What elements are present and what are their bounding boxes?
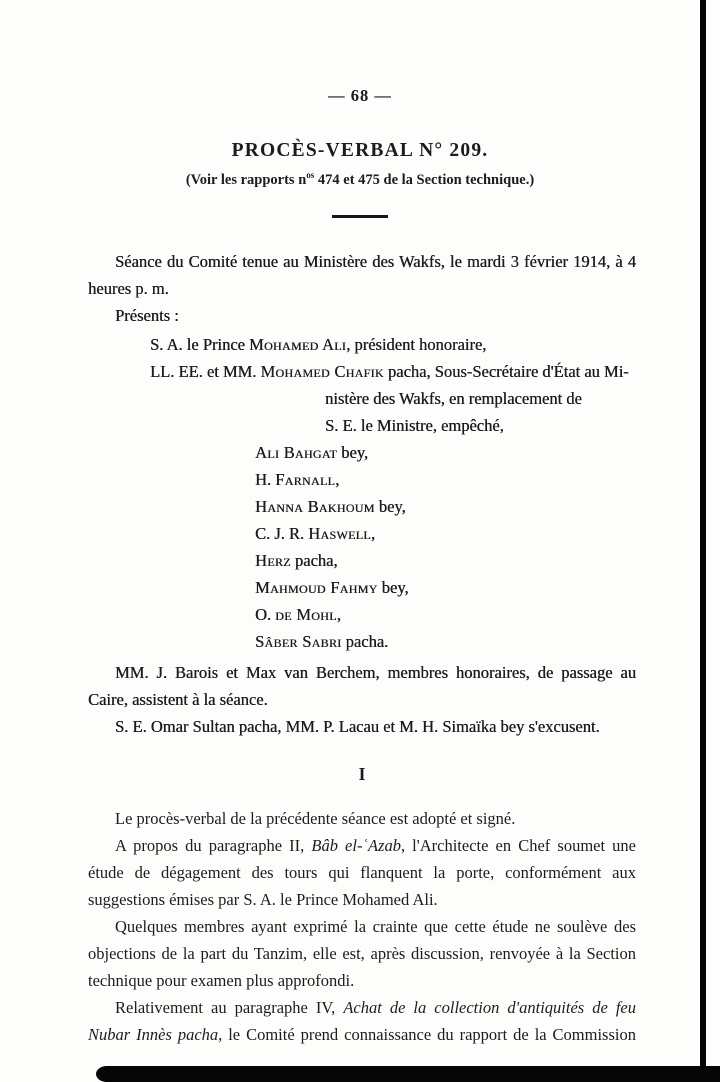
document-subtitle: [0, 172, 720, 189]
section-divider-rule: [332, 215, 388, 218]
attendee-line: [88, 358, 636, 385]
attendee-line: [88, 520, 636, 547]
smallcaps-name: de Mohl: [275, 605, 337, 624]
smallcaps-name: Haswell: [308, 524, 371, 543]
intro-paragraph: Séance du Comité tenue au Ministère des Wakfs, le mardi 3 février 1914, à 4 heures p. m.: [88, 252, 636, 298]
attendee-line: [88, 493, 636, 520]
text-segment: , président honoraire,: [346, 335, 487, 354]
text-segment: bey,: [374, 497, 406, 516]
attendee-line-continuation: [88, 385, 636, 412]
smallcaps-name: Mahmoud Fahmy: [255, 578, 378, 597]
minutes-paragraph: [88, 994, 636, 1048]
attendee-line: [88, 628, 636, 655]
minutes-paragraph: [88, 832, 636, 913]
document-body: [88, 248, 636, 1048]
text-segment: ,: [336, 605, 341, 624]
minutes-paragraph: [88, 913, 636, 994]
section-heading-numeral: I: [358, 764, 366, 784]
text-segment: 474 et 475 de la Section technique.): [314, 172, 535, 188]
text-segment: MM. J. Barois et Max van Berchem, membres honoraires, de passage au Caire, assistent à la séance.: [88, 663, 636, 709]
text-segment: A propos du paragraphe II,: [115, 836, 312, 855]
text-segment: nistère des Wakfs, en remplacement de: [325, 389, 582, 408]
text-segment: LL. EE. et MM.: [150, 362, 261, 381]
presents-label: Présents :: [115, 306, 179, 325]
text-segment: pacha, Sous-Secrétaire d'État au Mi-: [383, 362, 629, 381]
text-segment: Le procès-verbal de la précédente séance est adopté et signé.: [115, 809, 516, 828]
text-segment: pacha,: [290, 551, 338, 570]
smallcaps-name: Ali Bahgat: [255, 443, 338, 462]
text-segment: S. A. le Prince: [150, 335, 249, 354]
smallcaps-name: Farnall: [275, 470, 336, 489]
attendee-line: [88, 601, 636, 628]
attendee-line: [88, 574, 636, 601]
honorary-paragraph: [88, 659, 636, 713]
text-segment: ,: [335, 470, 340, 489]
text-segment: Relativement au paragraphe IV,: [115, 998, 344, 1017]
attendee-line: [88, 466, 636, 493]
text-segment: ,: [370, 524, 375, 543]
text-segment: O.: [255, 605, 276, 624]
smallcaps-name: Mohamed Chafik: [260, 362, 384, 381]
minutes-paragraph: [88, 805, 636, 832]
smallcaps-name: Mohamed Ali: [249, 335, 347, 354]
text-segment: , l'Architecte en Chef soumet une étude de dégagement des tours qui flanquent la porte, conformément aux suggestions émises par S. A. le Prince Mohamed Ali.: [88, 836, 637, 909]
text-segment: S. E. Omar Sultan pacha, MM. P. Lacau et M. H. Simaïka bey s'excusent.: [115, 717, 600, 736]
text-segment: H.: [255, 470, 276, 489]
text-segment: bey,: [377, 578, 409, 597]
attendee-line: [88, 439, 636, 466]
text-segment: , le Comité prend connaissance du rapport de la Commission: [218, 1025, 636, 1044]
attendee-line-continuation: [88, 412, 636, 439]
page-number: — 68 —: [328, 86, 392, 105]
text-segment: os: [306, 170, 315, 181]
text-segment: (Voir les rapports n: [185, 172, 307, 188]
text-segment: S. E. le Ministre, empêché,: [325, 416, 504, 435]
smallcaps-name: Sâber Sabri: [255, 632, 342, 651]
text-segment: bey,: [337, 443, 369, 462]
smallcaps-name: Herz: [255, 551, 291, 570]
text-segment: Quelques membres ayant exprimé la crainte que cette étude ne soulève des objections de la part du Tanzim, elle est, après discussion, renvoyée à la Section technique pour examen plus approfondi.: [88, 917, 636, 990]
attendees-list: [88, 331, 636, 655]
scan-artifact-bottom-edge: [96, 1066, 720, 1082]
italic-text: Achat de la collection d'antiquités de feu Nubar Innès pacha: [88, 998, 636, 1044]
attendee-line: [88, 331, 636, 358]
text-segment: C. J. R.: [255, 524, 309, 543]
honorary-section: [88, 659, 636, 740]
minutes-section: [88, 805, 636, 1048]
attendee-line: [88, 547, 636, 574]
scan-artifact-right-edge: [700, 0, 706, 1082]
smallcaps-name: Hanna Bakhoum: [255, 497, 375, 516]
document-title: PROCÈS-VERBAL N° 209.: [231, 140, 489, 161]
italic-text: Bâb el-ʿAzab: [311, 836, 401, 855]
excused-paragraph: [88, 713, 636, 740]
text-segment: pacha.: [341, 632, 389, 651]
